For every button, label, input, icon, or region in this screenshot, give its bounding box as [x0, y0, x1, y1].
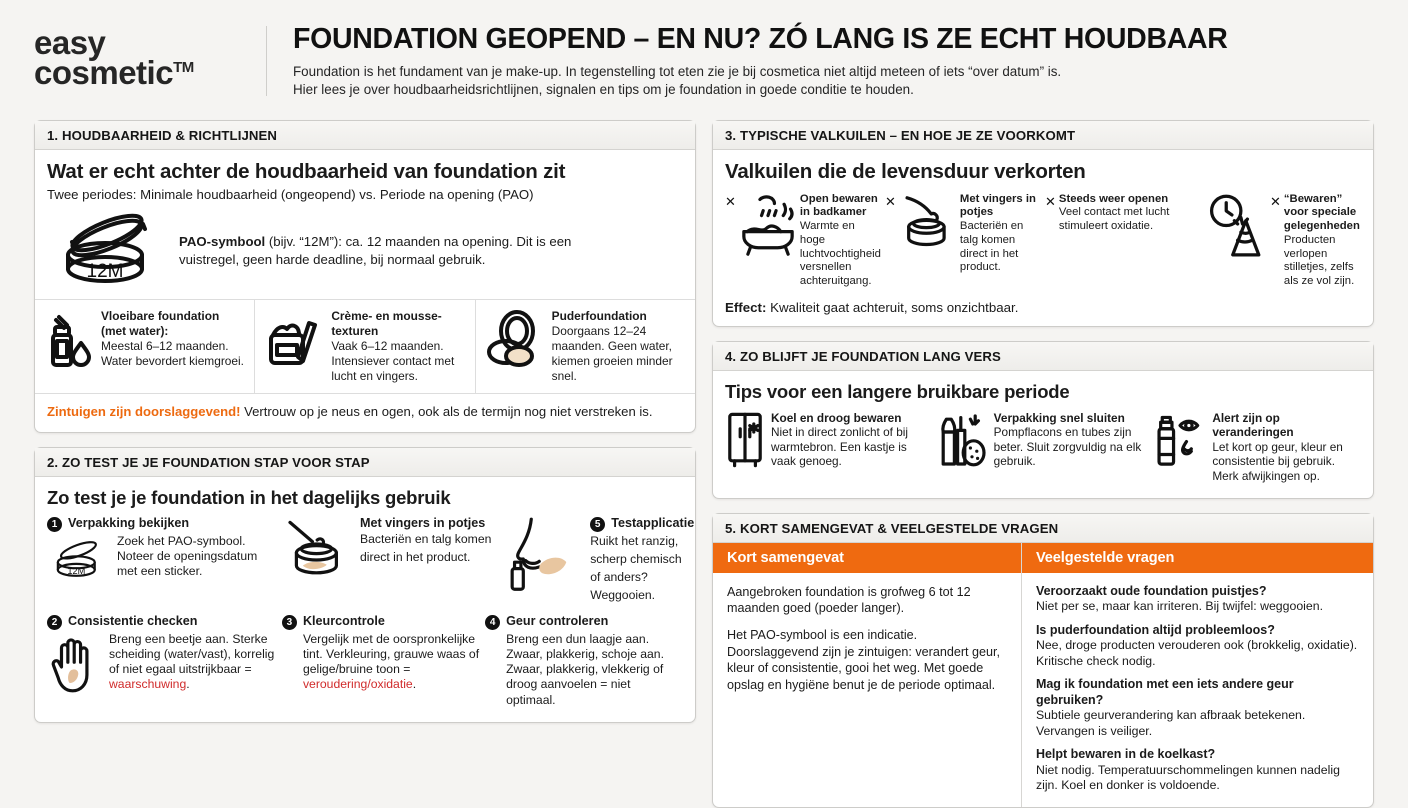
- section-1-header: 1. HOUDBAARHEID & RICHTLIJNEN: [35, 121, 695, 150]
- tip-3-text: [1212, 411, 1361, 484]
- faq-item: [1036, 584, 1359, 615]
- tip-1-title: Koel en droog bewaren: [771, 410, 902, 425]
- clock-party-hat-icon: [1205, 193, 1267, 289]
- brand-logo: [34, 22, 266, 92]
- page-title: FOUNDATION GEOPEND – EN NU? ZÓ LANG IS ZE ECHT HOUDBAAR: [293, 23, 1228, 55]
- section-4-header: 4. ZO BLIJFT JE FOUNDATION LANG VERS: [713, 342, 1373, 371]
- brand-line-1: easy: [34, 24, 106, 61]
- card-section-4: [712, 341, 1374, 498]
- type-text-powder: [552, 309, 686, 384]
- type-title-powder: Puderfoundation: [551, 308, 647, 323]
- step-1-body: [47, 534, 276, 584]
- x-mark-icon: ✕: [1045, 193, 1056, 209]
- section-1-title: Wat er echt achter de houdbaarheid van foundation zit: [47, 160, 566, 183]
- page-subtitle-1: Foundation is het fundament van je make-up. In tegenstelling tot eten zie je bij cosmetica niet altijd meteen of iets “over datum” is.: [293, 64, 1062, 80]
- faq-column-body: [1022, 573, 1373, 808]
- step-4-header: [485, 614, 683, 630]
- section-2-body: [35, 477, 695, 722]
- fridge-cabinet-icon: [725, 411, 765, 484]
- pitfall-2-text: [960, 193, 1041, 289]
- x-mark-icon: ✕: [1270, 193, 1281, 209]
- tip-1: [725, 411, 932, 484]
- faq-item: [1036, 747, 1359, 793]
- powder-compact-icon: [486, 309, 544, 384]
- section-1-body: [35, 150, 695, 432]
- left-column: [34, 120, 696, 808]
- type-item-cream: [254, 300, 474, 393]
- foundation-types-row: [35, 299, 695, 394]
- step-5-body: [504, 516, 694, 604]
- page-header: [0, 0, 1408, 112]
- x-mark-icon: ✕: [885, 193, 896, 209]
- faq-question: Is puderfoundation altijd probleemloos?: [1035, 622, 1275, 637]
- section-4-title: Tips voor een langere bruikbare periode: [725, 381, 1070, 403]
- summary-paragraph-2: Het PAO-symbool is een indicatie. Doorslaggevend zijn je zintuigen: verandert geur, kleur of consistentie, gooi het weg. Met goede opslag en hygiëne benut je de periode optimaal.: [727, 627, 1001, 692]
- effect-line: [725, 299, 1361, 316]
- section-2-header: 2. ZO TEST JE JE FOUNDATION STAP VOOR STAP: [35, 448, 695, 477]
- step-fingers-body: [282, 516, 498, 588]
- tip-3-title: Alert zijn op veranderingen: [1212, 410, 1294, 440]
- tip-2: [940, 411, 1147, 484]
- svg-text:12M: 12M: [86, 260, 124, 282]
- pitfall-1-text: [800, 193, 881, 289]
- pao-description: [179, 233, 609, 268]
- card-section-2: [34, 447, 696, 723]
- step-fingers-title: Met vingers in potjes: [359, 516, 486, 530]
- pitfall-2: [885, 193, 1041, 289]
- pitfall-1: [725, 193, 881, 289]
- pao-row: [47, 211, 683, 297]
- step-1-text: Zoek het PAO-symbool. Noteer de openingsdatum met een sticker.: [117, 534, 258, 579]
- senses-note: [47, 394, 683, 422]
- faq-answer: Niet per se, maar kan irriteren. Bij twijfel: weggooien.: [1035, 599, 1323, 614]
- step-2-warning: waarschuwing: [109, 677, 187, 692]
- step-2-title: Consistentie checken: [68, 614, 198, 628]
- content-columns: [0, 112, 1408, 808]
- step-3-header: [282, 614, 479, 630]
- pitfall-3-text: [1059, 193, 1201, 289]
- open-jar-12m-icon: [47, 534, 111, 584]
- step-5: [504, 516, 694, 604]
- pao-bold-label: PAO-symbool: [179, 234, 266, 250]
- card-section-3: [712, 120, 1374, 327]
- pitfall-2-title: Met vingers in potjes: [959, 192, 1036, 219]
- type-body-cream: Vaak 6–12 maanden. Intensiever contact met lucht en vingers.: [331, 338, 455, 383]
- step-4-text: Breng een dun laagje aan. Zwaar, plakkerig, schoje aan. Zwaar, plakkerig, vlekkerig of droog aanvoelen = niet optimaal.: [506, 632, 664, 707]
- pitfall-4: [1205, 193, 1361, 289]
- faq-answer: Niet nodig. Temperatuurschommelingen kunnen nadelig zijn. Koel en donker is voldoende.: [1035, 762, 1340, 792]
- right-column: [712, 120, 1374, 808]
- section-3-header: 3. TYPISCHE VALKUILEN – EN HOE JE ZE VOORKOMT: [713, 121, 1373, 150]
- step-3-badge: 3: [282, 615, 297, 630]
- page-subtitle-2: Hier lees je over houdbaarheidsrichtlijnen, signalen en tips om je foundation in goede conditie te houden.: [293, 82, 914, 98]
- tips-row: [725, 411, 1361, 484]
- step-3-warning: veroudering/oxidatie: [302, 677, 413, 692]
- step-1-header: [47, 516, 276, 532]
- step-2: [47, 614, 276, 708]
- finger-in-jar-icon: [899, 193, 957, 289]
- step-4: [485, 614, 683, 708]
- step-5-header: [590, 516, 694, 532]
- step-3: [282, 614, 479, 708]
- tip-1-body: Niet in direct zonlicht of bij warmtebron. Een kastje is vaak genoeg.: [771, 425, 909, 469]
- type-text-cream: [331, 309, 465, 384]
- hand-swatch-icon: [47, 632, 103, 694]
- step-1: [47, 516, 276, 604]
- effect-text: Kwaliteit gaat achteruit, soms onzichtbaar.: [766, 300, 1019, 316]
- faq-column: [1021, 543, 1373, 808]
- pitfall-4-text: [1284, 193, 1361, 289]
- section-1-subtitle: Twee periodes: Minimale houdbaarheid (ongeopend) vs. Periode na opening (PAO): [47, 186, 534, 202]
- bottle-eye-nose-icon: [1154, 411, 1206, 484]
- summary-faq-table: [713, 543, 1373, 808]
- step-4-badge: 4: [485, 615, 500, 630]
- section-3-body: [713, 150, 1373, 326]
- pitfall-3-body: Veel contact met lucht stimuleert oxidatie.: [1058, 206, 1170, 233]
- pitfall-3: [1045, 193, 1201, 289]
- faq-item: [1036, 623, 1359, 669]
- faq-item: [1036, 677, 1359, 739]
- x-mark-icon: ✕: [725, 193, 736, 209]
- pitfall-1-body: Warmte en hoge luchtvochtigheid versnellen achteruitgang.: [799, 220, 881, 288]
- pitfall-4-title: “Bewaren” voor speciale gelegenheden: [1283, 192, 1360, 233]
- step-fingers-in-jars: [282, 516, 498, 604]
- faq-column-header: Veelgestelde vragen: [1022, 543, 1373, 573]
- type-title-liquid: Vloeibare foundation (met water):: [101, 308, 220, 338]
- brand-line-2: cosmetic™: [34, 54, 194, 92]
- step-2-body: [47, 632, 276, 694]
- dropper-bottle-icon: [45, 309, 93, 384]
- type-body-powder: Doorgaans 12–24 maanden. Geen water, kiemen groeien minder snel.: [551, 323, 673, 383]
- step-2-badge: 2: [47, 615, 62, 630]
- type-title-cream: Crème- en mousse-texturen: [331, 308, 442, 338]
- step-3-title: Kleurcontrole: [302, 614, 385, 628]
- step-5-title: Testapplicatie: [611, 516, 695, 530]
- tip-3: [1154, 411, 1361, 484]
- card-section-5: [712, 513, 1374, 808]
- cream-jar-icon: [265, 309, 323, 384]
- section-2-title: Zo test je je foundation in het dagelijks gebruik: [47, 486, 451, 508]
- tip-1-text: [771, 411, 932, 484]
- pao-text: (bijv. “12M”): ca. 12 maanden na opening. Dit is een vuistregel, geen harde deadline, bij normaal gebruik.: [179, 234, 572, 267]
- step-4-title: Geur controleren: [506, 614, 609, 628]
- nose-smell-icon: [504, 516, 584, 604]
- brush-sponge-icon: [940, 411, 988, 484]
- pitfall-4-body: Producten verlopen stilletjes, zelfs als ze vol zijn.: [1283, 233, 1355, 288]
- pitfall-3-title: Steeds weer openen: [1058, 192, 1169, 205]
- header-text-block: [293, 22, 1380, 100]
- step-5-badge: 5: [590, 517, 605, 532]
- step-3-text: Vergelijk met de oorspronkelijke tint. Verkleuring, grauwe waas of gelige/bruine toon = veroudering/oxidatie.: [302, 632, 480, 692]
- senses-note-rest: Vertrouw op je neus en ogen, ook als de termijn nog niet verstreken is.: [240, 403, 653, 419]
- step-1-badge: 1: [47, 517, 62, 532]
- tip-2-text: [994, 411, 1147, 484]
- faq-question: Mag ik foundation met een iets andere geur gebruiken?: [1035, 677, 1294, 707]
- header-divider: [266, 26, 267, 96]
- section-4-body: [713, 371, 1373, 497]
- step-5-text: Ruikt het ranzig, scherp chemisch of anders? Weggooien.: [590, 534, 682, 602]
- faq-answer: Subtiele geurverandering kan afbraak betekenen. Vervangen is veiliger.: [1035, 708, 1306, 738]
- svg-text:12M: 12M: [67, 566, 86, 577]
- step-1-title: Verpakking bekijken: [68, 516, 190, 530]
- step-fingers-text: Bacteriën en talg komen direct in het product.: [359, 532, 492, 565]
- faq-answer: Nee, droge producten verouderen ook (brokkelig, oxidatie). Kritische check nodig.: [1035, 638, 1358, 668]
- effect-label: Effect:: [725, 300, 767, 316]
- trademark-symbol: TM: [173, 59, 194, 77]
- card-section-1: [34, 120, 696, 433]
- steps-row-top: [47, 516, 695, 604]
- pitfalls-row: [725, 193, 1361, 289]
- step-2-header: [47, 614, 276, 630]
- faq-question: Helpt bewaren in de koelkast?: [1035, 747, 1216, 761]
- bathtub-shower-icon: [739, 193, 797, 289]
- steps-row-bottom: [47, 614, 683, 708]
- pitfall-2-body: Bacteriën en talg komen direct in het product.: [959, 220, 1024, 274]
- type-item-liquid: [35, 300, 254, 393]
- finger-in-jar-icon: [282, 516, 354, 588]
- faq-question: Veroorzaakt oude foundation puistjes?: [1035, 583, 1267, 598]
- summary-column-header: Kort samengevat: [713, 543, 1021, 573]
- summary-paragraph-1: Aangebroken foundation is grofweg 6 tot 12 maanden goed (poeder langer).: [727, 584, 971, 616]
- type-item-powder: [475, 300, 695, 393]
- tip-3-body: Let kort op geur, kleur en consistentie bij gebruik. Merk afwijkingen op.: [1212, 439, 1343, 484]
- step-3-body: [282, 632, 479, 693]
- summary-column-body: [713, 573, 1021, 759]
- step-2-text: Breng een beetje aan. Sterke scheiding (water/vast), korrelig of niet egaal uitstrijkbaar = waarschuwing.: [109, 632, 275, 692]
- pitfall-1-title: Open bewaren in badkamer: [799, 192, 878, 219]
- tip-2-body: Pompflacons en tubes zijn beter. Sluit zorgvuldig na elk gebruik.: [993, 425, 1142, 469]
- step-4-body: [485, 632, 683, 708]
- senses-note-accent: Zintuigen zijn doorslaggevend!: [47, 403, 241, 419]
- section-3-title: Valkuilen die de levensduur verkorten: [725, 160, 1086, 183]
- open-jar-12m-icon: [47, 211, 165, 291]
- section-5-header: 5. KORT SAMENGEVAT & VEELGESTELDE VRAGEN: [713, 514, 1373, 543]
- type-body-liquid: Meestal 6–12 maanden. Water bevordert kiemgroei.: [101, 338, 244, 368]
- summary-column: [713, 543, 1021, 808]
- tip-2-title: Verpakking snel sluiten: [993, 410, 1125, 425]
- type-text-liquid: [101, 309, 245, 384]
